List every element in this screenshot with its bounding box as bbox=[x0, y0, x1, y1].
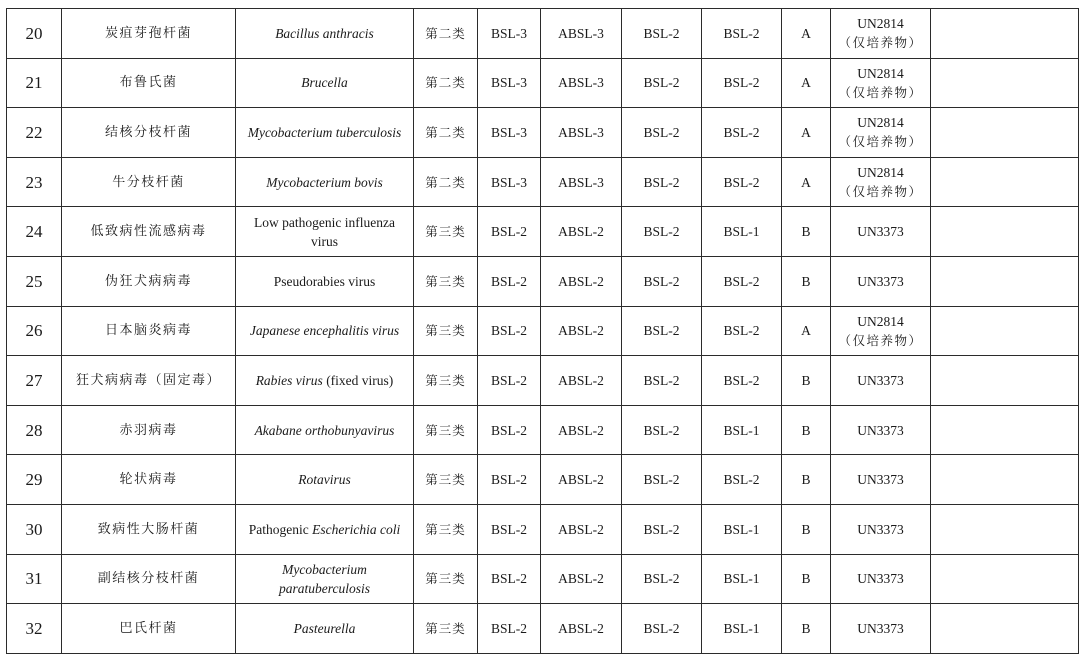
latin-name-segment: Brucella bbox=[301, 75, 348, 91]
un-number: UN3373 bbox=[857, 620, 904, 636]
un-number-cell bbox=[831, 504, 931, 554]
chinese-name-cell: 日本脑炎病毒 bbox=[62, 306, 236, 356]
latin-name-cell bbox=[236, 405, 414, 455]
remarks-cell bbox=[931, 157, 1079, 207]
transport-grade-cell: B bbox=[782, 455, 831, 505]
remarks-cell bbox=[931, 405, 1079, 455]
un-number-cell bbox=[831, 405, 931, 455]
bsl-culture-cell: BSL-2 bbox=[478, 455, 541, 505]
bsl-sample-cell: BSL-2 bbox=[622, 405, 702, 455]
table-row bbox=[7, 455, 1079, 505]
latin-name-segment: Pasteurella bbox=[293, 620, 356, 636]
chinese-name-cell: 致病性大肠杆菌 bbox=[62, 504, 236, 554]
table-row bbox=[7, 405, 1079, 455]
row-number-cell: 31 bbox=[7, 554, 62, 604]
latin-name-cell bbox=[236, 306, 414, 356]
latin-name-cell bbox=[236, 9, 414, 59]
remarks-cell bbox=[931, 504, 1079, 554]
latin-name-cell bbox=[236, 455, 414, 505]
un-number-cell bbox=[831, 9, 931, 59]
un-number: UN3373 bbox=[857, 273, 904, 289]
category-cell: 第二类 bbox=[414, 108, 478, 158]
transport-grade-cell: A bbox=[782, 9, 831, 59]
remarks-cell bbox=[931, 455, 1079, 505]
bsl-sample-cell: BSL-2 bbox=[622, 306, 702, 356]
latin-name-cell bbox=[236, 108, 414, 158]
bsl-sample-cell: BSL-2 bbox=[622, 455, 702, 505]
absl-cell: ABSL-2 bbox=[541, 554, 622, 604]
bsl-inactivated-cell: BSL-2 bbox=[702, 256, 782, 306]
table-row bbox=[7, 554, 1079, 604]
absl-cell: ABSL-2 bbox=[541, 604, 622, 654]
chinese-name-cell: 结核分枝杆菌 bbox=[62, 108, 236, 158]
latin-name-cell bbox=[236, 504, 414, 554]
category-cell: 第三类 bbox=[414, 455, 478, 505]
category-cell: 第二类 bbox=[414, 9, 478, 59]
latin-name-segment: Pseudorabies virus bbox=[273, 273, 376, 289]
row-number-cell: 25 bbox=[7, 256, 62, 306]
row-number-cell: 28 bbox=[7, 405, 62, 455]
category-cell: 第三类 bbox=[414, 207, 478, 257]
un-number-cell bbox=[831, 207, 931, 257]
bsl-inactivated-cell: BSL-2 bbox=[702, 108, 782, 158]
un-number-cell bbox=[831, 604, 931, 654]
chinese-name-cell: 狂犬病病毒（固定毒） bbox=[62, 356, 236, 406]
latin-name-segment: Japanese encephalitis virus bbox=[249, 323, 400, 339]
row-number-cell: 23 bbox=[7, 157, 62, 207]
un-note: （仅培养物） bbox=[838, 84, 923, 100]
chinese-name-cell: 布鲁氏菌 bbox=[62, 58, 236, 108]
bsl-inactivated-cell: BSL-2 bbox=[702, 306, 782, 356]
row-number-cell: 26 bbox=[7, 306, 62, 356]
absl-cell: ABSL-3 bbox=[541, 108, 622, 158]
bsl-sample-cell: BSL-2 bbox=[622, 9, 702, 59]
latin-name-segment: Mycobacterium bovis bbox=[266, 174, 383, 190]
bsl-sample-cell: BSL-2 bbox=[622, 157, 702, 207]
latin-name-segment: Pathogenic bbox=[248, 521, 313, 537]
un-number-cell bbox=[831, 554, 931, 604]
un-number-cell bbox=[831, 58, 931, 108]
latin-name-segment: Rotavirus bbox=[298, 472, 351, 488]
pathogen-classification-table bbox=[6, 8, 1079, 654]
un-number: UN3373 bbox=[857, 224, 904, 240]
un-number: UN2814 bbox=[857, 16, 904, 32]
latin-name-segment: Low pathogenic influenza bbox=[254, 214, 395, 230]
bsl-culture-cell: BSL-2 bbox=[478, 256, 541, 306]
latin-name-segment: Akabane orthobunyavirus bbox=[254, 422, 395, 438]
chinese-name-cell: 牛分枝杆菌 bbox=[62, 157, 236, 207]
latin-name-segment: Bacillus anthracis bbox=[275, 25, 374, 41]
un-number-cell bbox=[831, 256, 931, 306]
latin-name-segment: paratuberculosis bbox=[279, 580, 370, 596]
bsl-culture-cell: BSL-2 bbox=[478, 306, 541, 356]
bsl-inactivated-cell: BSL-1 bbox=[702, 405, 782, 455]
table-row bbox=[7, 58, 1079, 108]
latin-name-cell bbox=[236, 554, 414, 604]
row-number-cell: 30 bbox=[7, 504, 62, 554]
chinese-name-cell: 炭疽芽孢杆菌 bbox=[62, 9, 236, 59]
absl-cell: ABSL-2 bbox=[541, 356, 622, 406]
category-cell: 第三类 bbox=[414, 604, 478, 654]
table-row bbox=[7, 108, 1079, 158]
latin-name-cell bbox=[236, 58, 414, 108]
bsl-inactivated-cell: BSL-2 bbox=[702, 157, 782, 207]
un-number: UN2814 bbox=[857, 65, 904, 81]
bsl-culture-cell: BSL-2 bbox=[478, 356, 541, 406]
remarks-cell bbox=[931, 306, 1079, 356]
un-number-cell bbox=[831, 306, 931, 356]
row-number-cell: 24 bbox=[7, 207, 62, 257]
table-row bbox=[7, 306, 1079, 356]
latin-name-cell bbox=[236, 157, 414, 207]
un-number: UN3373 bbox=[857, 422, 904, 438]
bsl-sample-cell: BSL-2 bbox=[622, 604, 702, 654]
un-number-cell bbox=[831, 108, 931, 158]
absl-cell: ABSL-3 bbox=[541, 58, 622, 108]
chinese-name-cell: 巴氏杆菌 bbox=[62, 604, 236, 654]
un-note: （仅培养物） bbox=[838, 184, 923, 200]
category-cell: 第三类 bbox=[414, 405, 478, 455]
chinese-name-cell: 轮状病毒 bbox=[62, 455, 236, 505]
absl-cell: ABSL-2 bbox=[541, 405, 622, 455]
un-number: UN3373 bbox=[857, 472, 904, 488]
bsl-culture-cell: BSL-3 bbox=[478, 58, 541, 108]
un-number-cell bbox=[831, 455, 931, 505]
bsl-culture-cell: BSL-2 bbox=[478, 604, 541, 654]
transport-grade-cell: A bbox=[782, 108, 831, 158]
bsl-sample-cell: BSL-2 bbox=[622, 58, 702, 108]
absl-cell: ABSL-3 bbox=[541, 9, 622, 59]
un-note: （仅培养物） bbox=[838, 35, 923, 51]
row-number-cell: 22 bbox=[7, 108, 62, 158]
bsl-culture-cell: BSL-3 bbox=[478, 157, 541, 207]
bsl-culture-cell: BSL-2 bbox=[478, 554, 541, 604]
bsl-culture-cell: BSL-2 bbox=[478, 504, 541, 554]
absl-cell: ABSL-2 bbox=[541, 306, 622, 356]
table-row bbox=[7, 157, 1079, 207]
transport-grade-cell: B bbox=[782, 604, 831, 654]
row-number-cell: 21 bbox=[7, 58, 62, 108]
latin-name-segment: Escherichia coli bbox=[312, 521, 401, 537]
transport-grade-cell: B bbox=[782, 356, 831, 406]
bsl-sample-cell: BSL-2 bbox=[622, 504, 702, 554]
transport-grade-cell: B bbox=[782, 256, 831, 306]
latin-name-segment: Mycobacterium bbox=[282, 561, 367, 577]
transport-grade-cell: A bbox=[782, 157, 831, 207]
category-cell: 第三类 bbox=[414, 356, 478, 406]
un-number: UN3373 bbox=[857, 521, 904, 537]
bsl-culture-cell: BSL-2 bbox=[478, 405, 541, 455]
bsl-culture-cell: BSL-3 bbox=[478, 108, 541, 158]
row-number-cell: 20 bbox=[7, 9, 62, 59]
transport-grade-cell: A bbox=[782, 306, 831, 356]
remarks-cell bbox=[931, 356, 1079, 406]
table-row bbox=[7, 256, 1079, 306]
row-number-cell: 29 bbox=[7, 455, 62, 505]
bsl-inactivated-cell: BSL-2 bbox=[702, 356, 782, 406]
absl-cell: ABSL-2 bbox=[541, 504, 622, 554]
table-row bbox=[7, 604, 1079, 654]
category-cell: 第三类 bbox=[414, 504, 478, 554]
chinese-name-cell: 赤羽病毒 bbox=[62, 405, 236, 455]
absl-cell: ABSL-3 bbox=[541, 157, 622, 207]
table-row bbox=[7, 9, 1079, 59]
un-number: UN2814 bbox=[857, 313, 904, 329]
un-number: UN3373 bbox=[857, 571, 904, 587]
bsl-sample-cell: BSL-2 bbox=[622, 356, 702, 406]
transport-grade-cell: B bbox=[782, 554, 831, 604]
bsl-inactivated-cell: BSL-2 bbox=[702, 9, 782, 59]
table-row bbox=[7, 356, 1079, 406]
table-body bbox=[7, 9, 1079, 654]
category-cell: 第三类 bbox=[414, 306, 478, 356]
transport-grade-cell: A bbox=[782, 58, 831, 108]
remarks-cell bbox=[931, 58, 1079, 108]
remarks-cell bbox=[931, 604, 1079, 654]
un-number: UN2814 bbox=[857, 115, 904, 131]
remarks-cell bbox=[931, 554, 1079, 604]
bsl-sample-cell: BSL-2 bbox=[622, 108, 702, 158]
bsl-culture-cell: BSL-3 bbox=[478, 9, 541, 59]
latin-name-cell bbox=[236, 256, 414, 306]
bsl-inactivated-cell: BSL-1 bbox=[702, 504, 782, 554]
latin-name-cell bbox=[236, 356, 414, 406]
bsl-inactivated-cell: BSL-1 bbox=[702, 207, 782, 257]
transport-grade-cell: B bbox=[782, 207, 831, 257]
bsl-culture-cell: BSL-2 bbox=[478, 207, 541, 257]
transport-grade-cell: B bbox=[782, 504, 831, 554]
remarks-cell bbox=[931, 9, 1079, 59]
chinese-name-cell: 低致病性流感病毒 bbox=[62, 207, 236, 257]
category-cell: 第二类 bbox=[414, 58, 478, 108]
un-number: UN3373 bbox=[857, 372, 904, 388]
row-number-cell: 27 bbox=[7, 356, 62, 406]
category-cell: 第三类 bbox=[414, 256, 478, 306]
table-row bbox=[7, 504, 1079, 554]
latin-name-cell bbox=[236, 604, 414, 654]
remarks-cell bbox=[931, 108, 1079, 158]
latin-name-segment: Rabies virus bbox=[255, 372, 323, 388]
transport-grade-cell: B bbox=[782, 405, 831, 455]
un-number-cell bbox=[831, 157, 931, 207]
latin-name-segment: Mycobacterium tuberculosis bbox=[247, 124, 402, 140]
un-note: （仅培养物） bbox=[838, 134, 923, 150]
table-row bbox=[7, 207, 1079, 257]
latin-name-segment: (fixed virus) bbox=[322, 372, 394, 388]
bsl-inactivated-cell: BSL-1 bbox=[702, 604, 782, 654]
category-cell: 第二类 bbox=[414, 157, 478, 207]
latin-name-cell bbox=[236, 207, 414, 257]
latin-name-segment: virus bbox=[311, 233, 338, 249]
remarks-cell bbox=[931, 256, 1079, 306]
chinese-name-cell: 伪狂犬病病毒 bbox=[62, 256, 236, 306]
bsl-inactivated-cell: BSL-2 bbox=[702, 58, 782, 108]
category-cell: 第三类 bbox=[414, 554, 478, 604]
absl-cell: ABSL-2 bbox=[541, 207, 622, 257]
bsl-sample-cell: BSL-2 bbox=[622, 207, 702, 257]
bsl-inactivated-cell: BSL-1 bbox=[702, 554, 782, 604]
remarks-cell bbox=[931, 207, 1079, 257]
absl-cell: ABSL-2 bbox=[541, 256, 622, 306]
absl-cell: ABSL-2 bbox=[541, 455, 622, 505]
chinese-name-cell: 副结核分枝杆菌 bbox=[62, 554, 236, 604]
bsl-inactivated-cell: BSL-2 bbox=[702, 455, 782, 505]
un-note: （仅培养物） bbox=[838, 332, 923, 348]
un-number: UN2814 bbox=[857, 165, 904, 181]
bsl-sample-cell: BSL-2 bbox=[622, 256, 702, 306]
un-number-cell bbox=[831, 356, 931, 406]
row-number-cell: 32 bbox=[7, 604, 62, 654]
bsl-sample-cell: BSL-2 bbox=[622, 554, 702, 604]
